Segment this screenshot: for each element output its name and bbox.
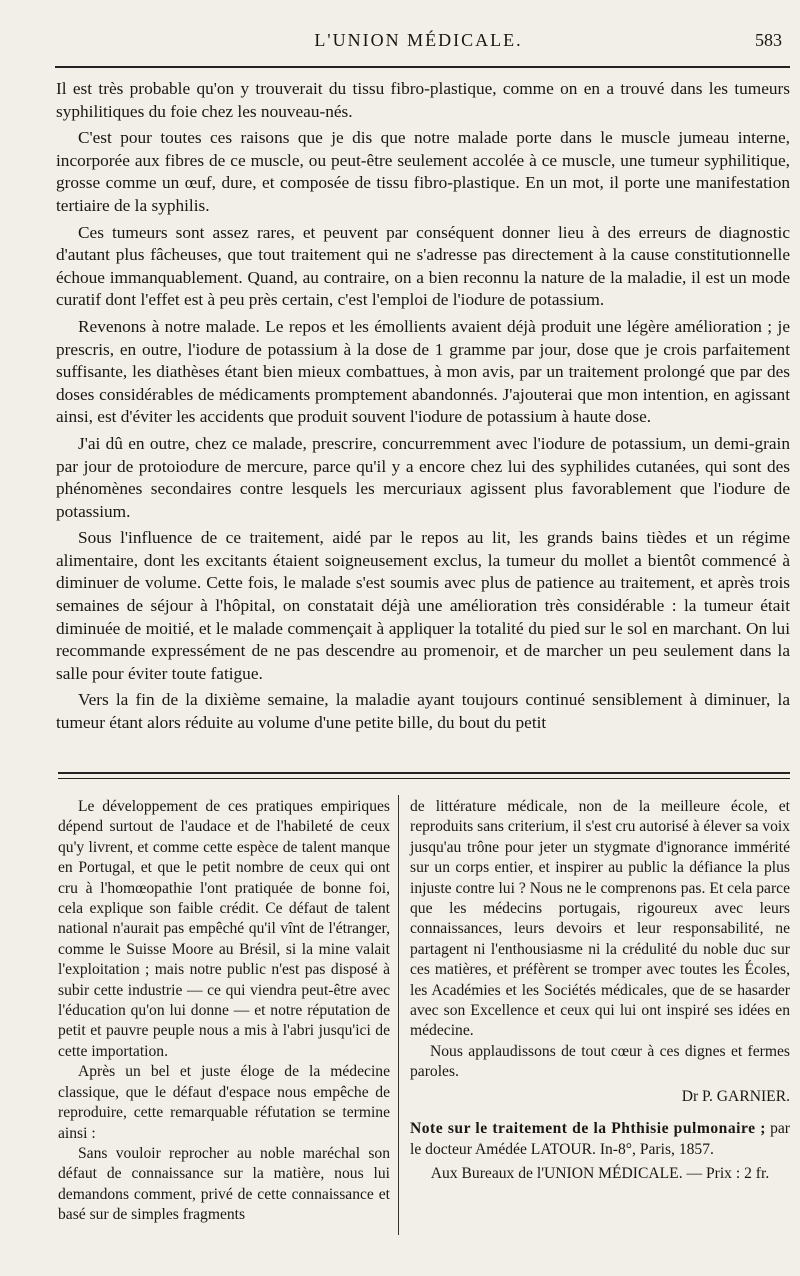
- section-rule: [58, 772, 790, 774]
- header-rule: [55, 66, 790, 68]
- paragraph: C'est pour toutes ces raisons que je dis que notre malade porte dans le muscle jumeau interne, incorporée aux fibres de ce muscle, ou peut-être seulement accolée à ce muscle, une tumeur syphilitique, grosse comme un œuf, dure, et composée de tissu fibro-plastique. En un mot, il porte une manifestation tertiaire de la syphilis.: [56, 128, 790, 215]
- page-number: 583: [755, 30, 782, 50]
- paragraph: J'ai dû en outre, chez ce malade, prescrire, concurremment avec l'iodure de potassium, un demi-grain par jour de protoiodure de mercure, parce qu'il y a encore chez lui des syphilides cutanées, qui sont des phénomènes secondaires contre lesquels les mercuriaux agissent plus favorablement que l'iodure de potassium.: [56, 433, 790, 521]
- paragraph: Il est très probable qu'on y trouverait du tissu fibro-plastique, comme on en a trouvé dans les tumeurs syphilitiques du foie chez les nouveau-nés.: [56, 79, 790, 121]
- section-rule-thin: [58, 778, 790, 779]
- paragraph: Ces tumeurs sont assez rares, et peuvent par conséquent donner lieu à des erreurs de diagnostic d'autant plus fâcheuses, que tout traitement qui ne s'adresse pas directement à la cause constitutionnelle échoue immanquablement. Quand, au contraire, on a bien reconnu la nature de la maladie, il est un mode curatif dont l'effet est à peu près certain, c'est l'emploi de l'iodure de potassium.: [56, 222, 790, 310]
- main-article: [56, 78, 790, 739]
- paragraph: Nous applaudissons de tout cœur à ces dignes et fermes paroles.: [410, 1042, 790, 1081]
- page-header: [55, 30, 782, 60]
- journal-title: L'UNION MÉDICALE.: [314, 30, 523, 50]
- paragraph: Revenons à notre malade. Le repos et les émollients avaient déjà produit une légère amélioration ; je prescris, en outre, l'iodure de potassium à la dose de 1 gramme par jour, dose que je crois parfaitement suffisante, les diathèses étant bien mieux combattues, à mon avis, par un traitement prolongé que par des doses considérables de médicaments promptement abandonnés. J'ajouterai que mon intention, en agissant ainsi, est d'éviter les accidents que produit souvent l'iodure de potassium à haute dose.: [56, 316, 790, 427]
- feuilleton-right-column: [410, 797, 790, 1184]
- paragraph: de littérature médicale, non de la meilleure école, et reproduits sans criterium, il s'est cru autorisé à élever sa voix jusqu'au trône pour jeter un stygmate d'ignorance immérité sur un corps entier, et inspirer au public la défiance la plus injuste contre lui ? Nous ne le comprenons pas. Et cela parce que les médecins portugais, rigoureux avec leurs connaissances, leurs devoirs et leur responsabilité, ne partagent ni l'enthousiasme ni la crédulité du noble duc sur ces matières, et préfèrent se tromper avec toutes les Écoles, les Académies et les Sociétés médicales, que de se hasarder avec son Excellence et ceux qui lui ont inspiré ses idées en médecine.: [410, 798, 790, 1040]
- note-details: par le docteur Amédée LATOUR. In-8°, Paris, 1857.: [410, 1120, 791, 1158]
- feuilleton-left-column: [58, 797, 390, 1226]
- bibliographic-note: [410, 1119, 790, 1160]
- paragraph: Vers la fin de la dixième semaine, la maladie ayant toujours continué sensiblement à diminuer, la tumeur étant alors réduite au volume d'une petite bille, du bout du petit: [56, 690, 790, 733]
- note-title: Note sur le traitement de la Phthisie pulmonaire ;: [410, 1120, 766, 1138]
- author-signature: Dr P. GARNIER.: [681, 1087, 790, 1105]
- column-divider: [398, 795, 399, 1235]
- paragraph: Le développement de ces pratiques empiriques dépend surtout de l'audace et de l'habileté de ceux qu'y livrent, et comme cette espèce de talent manque en Portugal, et que le petit nombre de ceux qui ont cru à l'homœopathie l'ont pratiquée de bonne foi, cela explique son faible crédit. Ce défaut de talent national n'aurait pas empêché qu'il vînt de l'étranger, comme le Suisse Moore au Brésil, si la mine valait l'exploitation ; mais notre public n'est pas disposé à subir cette industrie — ce qui viendra peut-être avec l'éducation qu'on lui donne — et notre réputation de petit et pauvre peuple nous a mis à l'abri jusqu'ici de cette importation.: [58, 798, 390, 1060]
- paragraph: Sous l'influence de ce traitement, aidé par le repos au lit, les grands bains tièdes et un régime alimentaire, dont les excitants étaient soigneusement exclus, la tumeur du mollet a bientôt commencé à diminuer de volume. Cette fois, le malade s'est soumis avec plus de patience au traitement, et après trois semaines de séjour à l'hôpital, on constatait déjà une amélioration très considérable : la tumeur était diminuée de moitié, et le malade commençait à appliquer la totalité du pied sur le sol en marchant. On lui recommande expressément de ne pas descendre au promenoir, et de marcher un peu seulement dans la salle pour éviter toute fatigue.: [56, 528, 790, 683]
- paragraph: Sans vouloir reprocher au noble maréchal son défaut de connaissance sur la matière, nous lui demandons comment, privé de cette connaissance et basé sur de simples fragments: [58, 1144, 390, 1224]
- note-publisher: Aux Bureaux de l'UNION MÉDICALE. — Prix : 2 fr.: [430, 1164, 770, 1182]
- paragraph: Après un bel et juste éloge de la médecine classique, que le défaut d'espace nous empêche de reproduire, cette remarquable réfutation se termine ainsi :: [58, 1063, 390, 1142]
